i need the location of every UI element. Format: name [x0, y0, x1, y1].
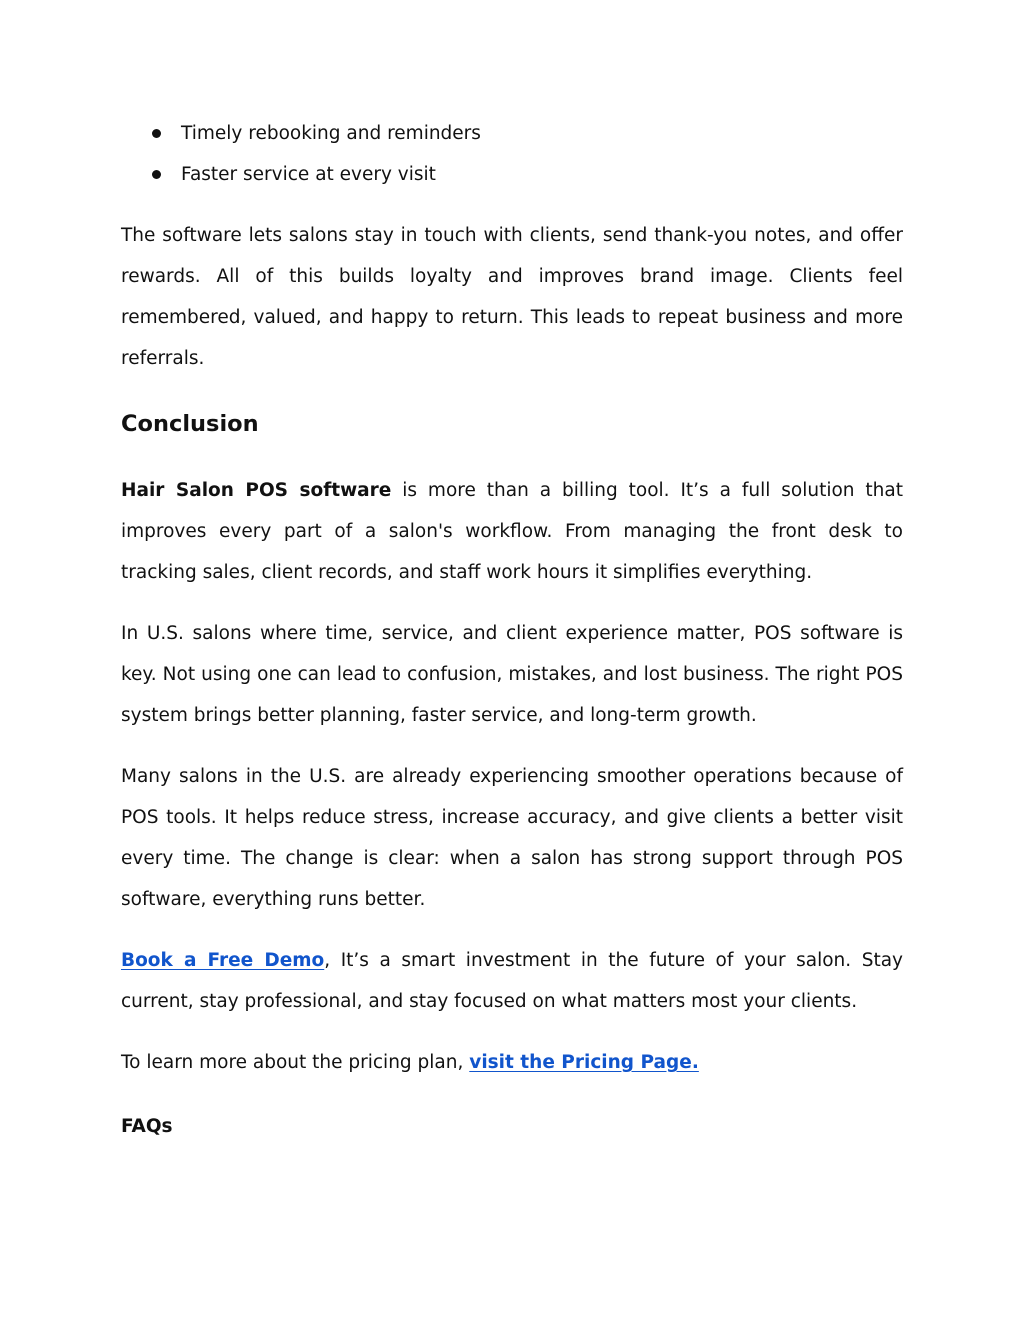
software-paragraph: The software lets salons stay in touch with clients, send thank-you notes, and offer rewards. All of this builds loyalty and improves brand image. Clients feel remembered, valued, and happy to return. This leads to repeat business and more referrals. [121, 225, 903, 369]
faqs-heading: FAQs [121, 1116, 173, 1137]
paragraph-text: To learn more about the pricing plan, [121, 1052, 470, 1073]
conclusion-paragraph-2: In U.S. salons where time, service, and client experience matter, POS software is key. Not using one can lead to confusion, mistakes, and lost business. The right POS system brings better planning, faster service, and long-term growth. [121, 623, 903, 726]
list-item [121, 113, 903, 154]
list-item-text: Faster service at every visit [181, 164, 436, 185]
bold-lead-text: Hair Salon POS software [121, 480, 392, 501]
pricing-paragraph [121, 1042, 903, 1083]
bullet-icon [152, 129, 161, 138]
benefits-list [121, 113, 903, 195]
list-item-text: Timely rebooking and reminders [181, 123, 481, 144]
conclusion-paragraph-1 [121, 470, 903, 593]
demo-paragraph [121, 940, 903, 1022]
bullet-icon [152, 170, 161, 179]
conclusion-heading: Conclusion [121, 411, 259, 437]
list-item [121, 154, 903, 195]
pricing-page-link[interactable]: visit the Pricing Page. [469, 1052, 699, 1073]
book-demo-link[interactable]: Book a Free Demo [121, 950, 325, 971]
conclusion-paragraph-3: Many salons in the U.S. are already experiencing smoother operations because of POS tools. It helps reduce stress, increase accuracy, and give clients a better visit every time. The change is clear: when a salon has strong support through POS software, everything runs better. [121, 766, 903, 910]
document-content [121, 113, 903, 1147]
paragraph-text: is more than a billing tool. It’s a full solution that improves every part of a salon's workflow. From managing the front desk to tracking sales, client records, and staff work hours it simplifies everything. [121, 480, 903, 583]
paragraph-text: , It’s a smart investment in the future of your salon. Stay current, stay professional, and stay focused on what matters most your clients. [121, 950, 903, 1012]
